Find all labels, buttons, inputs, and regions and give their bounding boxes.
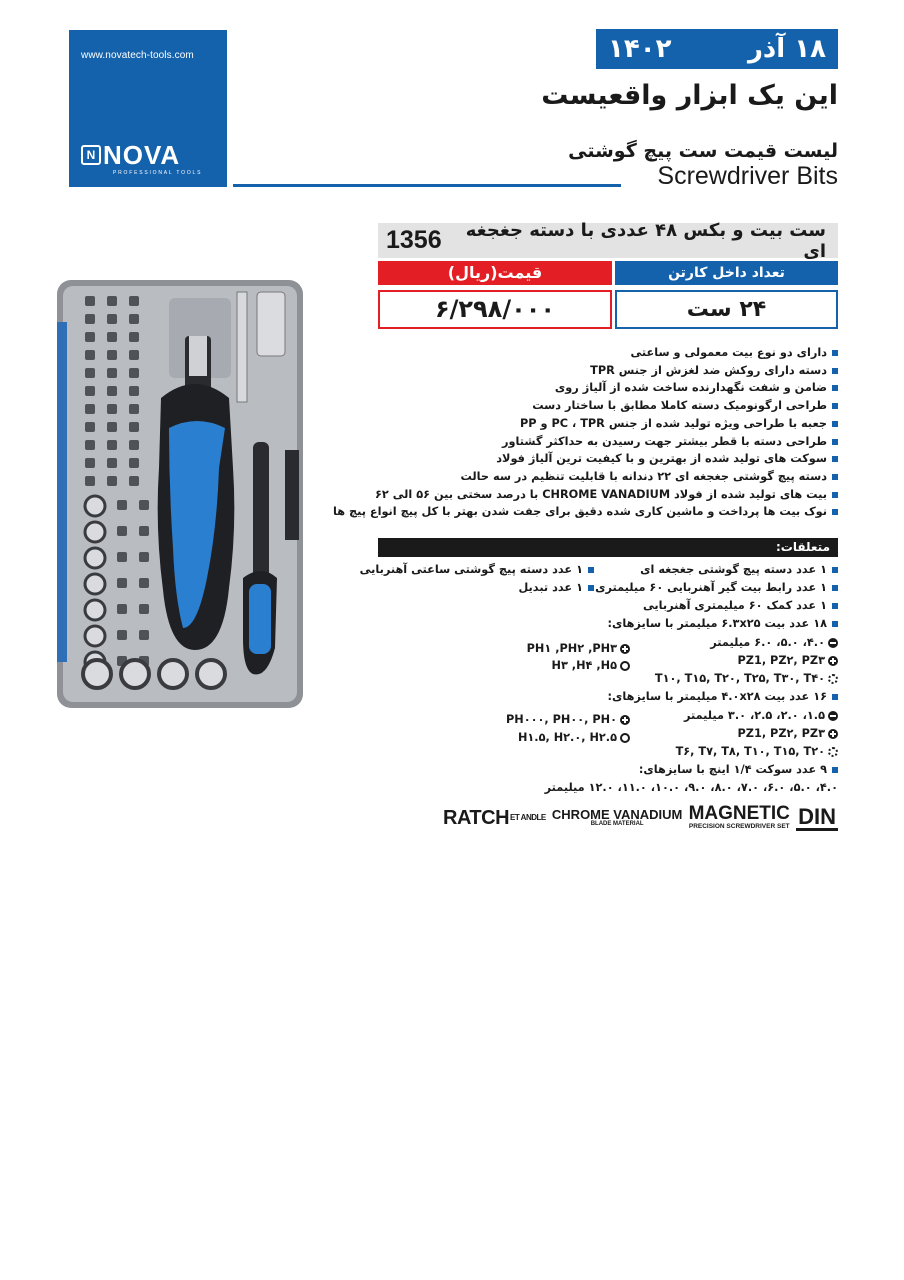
bit-slot bbox=[107, 440, 117, 450]
bit-slot bbox=[139, 526, 149, 536]
brand-tagline: PROFESSIONAL TOOLS bbox=[113, 170, 203, 176]
bit-slot bbox=[107, 422, 117, 432]
bullet-icon bbox=[832, 492, 838, 498]
bits18-hex: H۳ ,H۴ ,H۵ bbox=[552, 659, 631, 672]
bit-slot bbox=[85, 422, 95, 432]
feature-item: دسته پیچ گوشتی جغجغه ای ۲۲ دندانه با قابلیت تنظیم در سه حالت bbox=[368, 468, 838, 486]
product-title-bar bbox=[378, 219, 838, 262]
brand-name: NOVA bbox=[103, 140, 181, 170]
socket bbox=[121, 660, 149, 688]
bit-slot bbox=[85, 296, 95, 306]
feature-item: طراحی ارگونومیک دسته کاملا مطابق با ساختار دست bbox=[368, 397, 838, 415]
socket bbox=[85, 548, 105, 568]
bit-slot bbox=[117, 526, 127, 536]
bit-slot bbox=[117, 630, 127, 640]
torx-icon bbox=[828, 674, 838, 684]
pozidriv-icon bbox=[828, 656, 838, 666]
certification-logos bbox=[443, 802, 838, 834]
bullet-icon bbox=[832, 421, 838, 427]
bits18-ph: PH۱ ,PH۲ ,PH۳ bbox=[527, 642, 630, 655]
feature-item: بیت های تولید شده از فولاد CHROME VANADIUM با درصد سختی بین ۵۶ الی ۶۲ bbox=[368, 486, 838, 504]
headline: این یک ابزار واقعیست bbox=[541, 80, 838, 111]
bit-slot bbox=[107, 314, 117, 324]
feature-item: ضامن و شفت نگهدارنده ساخت شده از آلیاژ روی bbox=[368, 379, 838, 397]
accessory-item: ۱ عدد دسته پیچ گوشتی جغجغه ای bbox=[640, 563, 838, 576]
bit-slot bbox=[129, 350, 139, 360]
socket bbox=[85, 626, 105, 646]
date-year: ۱۴۰۲ bbox=[608, 34, 672, 64]
flat-head-icon bbox=[828, 711, 838, 721]
bullet-icon bbox=[832, 509, 838, 515]
bit-slot bbox=[129, 314, 139, 324]
socket bbox=[197, 660, 225, 688]
carton-qty-value: ۲۴ ست bbox=[615, 290, 838, 329]
bit-slot bbox=[85, 404, 95, 414]
bit-slot bbox=[85, 458, 95, 468]
bullet-icon bbox=[832, 385, 838, 391]
socket-sizes: ۴.۰، ۵.۰، ۶.۰، ۷.۰، ۸.۰، ۹.۰، ۱۰.۰، ۱۱.۰، ۱۲.۰ میلیمتر bbox=[544, 781, 838, 794]
bits18-torx: T۱۰, T۱۵, T۲۰, T۲۵, T۳۰, T۴۰ bbox=[655, 672, 838, 685]
date-banner bbox=[596, 29, 838, 69]
bit-slot bbox=[85, 368, 95, 378]
bits16-torx: T۶, T۷, T۸, T۱۰, T۱۵, T۲۰ bbox=[676, 745, 838, 758]
bit-slot bbox=[107, 296, 117, 306]
bit-slot bbox=[85, 350, 95, 360]
bit-slot bbox=[117, 578, 127, 588]
feature-list bbox=[332, 344, 838, 521]
bit-slot bbox=[129, 404, 139, 414]
bit-slot bbox=[107, 350, 117, 360]
brand-logo-block bbox=[69, 30, 227, 187]
ratchet-handle-logo: RATCH ET ANDLE bbox=[443, 806, 546, 829]
bit-slot bbox=[129, 476, 139, 486]
bit-slot bbox=[117, 500, 127, 510]
header-divider bbox=[233, 184, 621, 187]
bullet-icon bbox=[832, 456, 838, 462]
socket bbox=[85, 522, 105, 542]
bit-slot bbox=[85, 440, 95, 450]
accessory-item: ۹ عدد سوکت ۱/۴ اینچ با سایزهای: bbox=[639, 763, 838, 776]
bit-slot bbox=[85, 314, 95, 324]
chrome-vanadium-logo: CHROME VANADIUM BLADE MATERIAL bbox=[551, 806, 683, 827]
nova-logo bbox=[81, 140, 181, 170]
bit-slot bbox=[139, 578, 149, 588]
feature-item: نوک بیت ها پرداخت و ماشین کاری شده دقیق برای جفت شدن بهتر با کل پیچ انواع پیچ ها bbox=[368, 503, 838, 521]
subtitle-persian: لیست قیمت ست پیچ گوشتی bbox=[568, 140, 838, 162]
product-code: 1356 bbox=[386, 226, 442, 254]
bit-slot bbox=[117, 604, 127, 614]
accessory-item: ۱۸ عدد بیت ۶.۳x۲۵ میلیمتر با سایزهای: bbox=[607, 617, 838, 630]
accessory-item: ۱ عدد تبدیل bbox=[518, 581, 594, 594]
magnetic-logo: MAGNETIC PRECISION SCREWDRIVER SET bbox=[688, 803, 790, 830]
product-photo bbox=[57, 278, 307, 710]
accessories-header: متعلقات: bbox=[378, 538, 838, 557]
website-url[interactable]: www.novatech-tools.com bbox=[81, 50, 194, 61]
accessory-item: ۱ عدد دسته پیچ گوشتی ساعتی آهنربایی bbox=[360, 563, 594, 576]
hex-icon bbox=[620, 733, 630, 743]
flat-head-icon bbox=[828, 638, 838, 648]
bit-slot bbox=[139, 630, 149, 640]
bit-slot bbox=[139, 500, 149, 510]
bullet-icon bbox=[832, 368, 838, 374]
bit-slot bbox=[107, 332, 117, 342]
bit-slot bbox=[85, 332, 95, 342]
bit-slot bbox=[129, 422, 139, 432]
bit-slot bbox=[129, 440, 139, 450]
bits18-flat: ۴.۰، ۵.۰، ۶.۰ میلیمتر bbox=[710, 636, 838, 649]
bits16-ph: PH۰۰۰, PH۰۰, PH۰ bbox=[506, 713, 630, 726]
feature-item: جعبه با طراحی ویژه تولید شده از جنس PC ، TPR و PP bbox=[368, 415, 838, 433]
feature-item: سوکت های تولید شده از بهترین و با کیفیت ترین آلیاژ فولاد bbox=[368, 450, 838, 468]
phillips-icon bbox=[620, 644, 630, 654]
accessory-item: ۱۶ عدد بیت ۴.۰x۲۸ میلیمتر با سایزهای: bbox=[607, 690, 838, 703]
date-day-month: ۱۸ آذر bbox=[747, 34, 826, 64]
bit-slot bbox=[117, 552, 127, 562]
bit-slot bbox=[139, 552, 149, 562]
hex-icon bbox=[620, 661, 630, 671]
bullet-icon bbox=[832, 403, 838, 409]
bit-slot bbox=[129, 458, 139, 468]
pozidriv-icon bbox=[828, 729, 838, 739]
socket bbox=[83, 660, 111, 688]
bullet-icon bbox=[832, 474, 838, 480]
bits16-pz: PZ1, PZ۲, PZ۳ bbox=[737, 727, 838, 740]
phillips-icon bbox=[620, 715, 630, 725]
price-value: ۶/۲۹۸/۰۰۰ bbox=[378, 290, 612, 329]
bit-slot bbox=[107, 476, 117, 486]
feature-item: دارای دو نوع بیت معمولی و ساعتی bbox=[368, 344, 838, 362]
nova-shield-icon: N bbox=[81, 145, 101, 165]
bullet-icon bbox=[832, 350, 838, 356]
carton-qty-label: تعداد داخل کارتن bbox=[615, 261, 838, 285]
socket bbox=[159, 660, 187, 688]
bit-slot bbox=[129, 296, 139, 306]
bit-slot bbox=[107, 404, 117, 414]
bit-slot bbox=[129, 386, 139, 396]
bits18-pz: PZ1, PZ۲, PZ۳ bbox=[737, 654, 838, 667]
accessory-item: ۱ عدد رابط بیت گیر آهنربایی ۶۰ میلیمتری bbox=[595, 581, 838, 594]
bit-slot bbox=[107, 368, 117, 378]
bits16-flat: ۱.۵، ۲.۰، ۲.۵، ۳.۰ میلیمتر bbox=[684, 709, 838, 722]
din-logo: DIN bbox=[798, 803, 836, 829]
bit-slot bbox=[107, 386, 117, 396]
bit-slot bbox=[139, 604, 149, 614]
accessory-item: ۱ عدد کمک ۶۰ میلیمتری آهنربایی bbox=[643, 599, 838, 612]
bit-slot bbox=[85, 386, 95, 396]
socket bbox=[85, 574, 105, 594]
bit-slot bbox=[107, 458, 117, 468]
bullet-icon bbox=[832, 439, 838, 445]
feature-item: دسته دارای روکش ضد لغزش از جنس TPR bbox=[368, 362, 838, 380]
bit-slot bbox=[129, 332, 139, 342]
torx-icon bbox=[828, 747, 838, 757]
bit-slot bbox=[85, 476, 95, 486]
socket bbox=[85, 600, 105, 620]
feature-item: طراحی دسته با قطر بیشتر جهت رسیدن به حداکثر گشتاور bbox=[368, 433, 838, 451]
bit-slot bbox=[129, 368, 139, 378]
socket bbox=[85, 496, 105, 516]
price-label: قیمت(ریال) bbox=[378, 261, 612, 285]
subtitle-english: Screwdriver Bits bbox=[657, 162, 838, 190]
bits16-hex: H۱.۵, H۲.۰, H۲.۵ bbox=[518, 731, 630, 744]
product-name: ست بیت و بکس ۴۸ عددی با دسته جغجغه ای bbox=[465, 219, 826, 262]
